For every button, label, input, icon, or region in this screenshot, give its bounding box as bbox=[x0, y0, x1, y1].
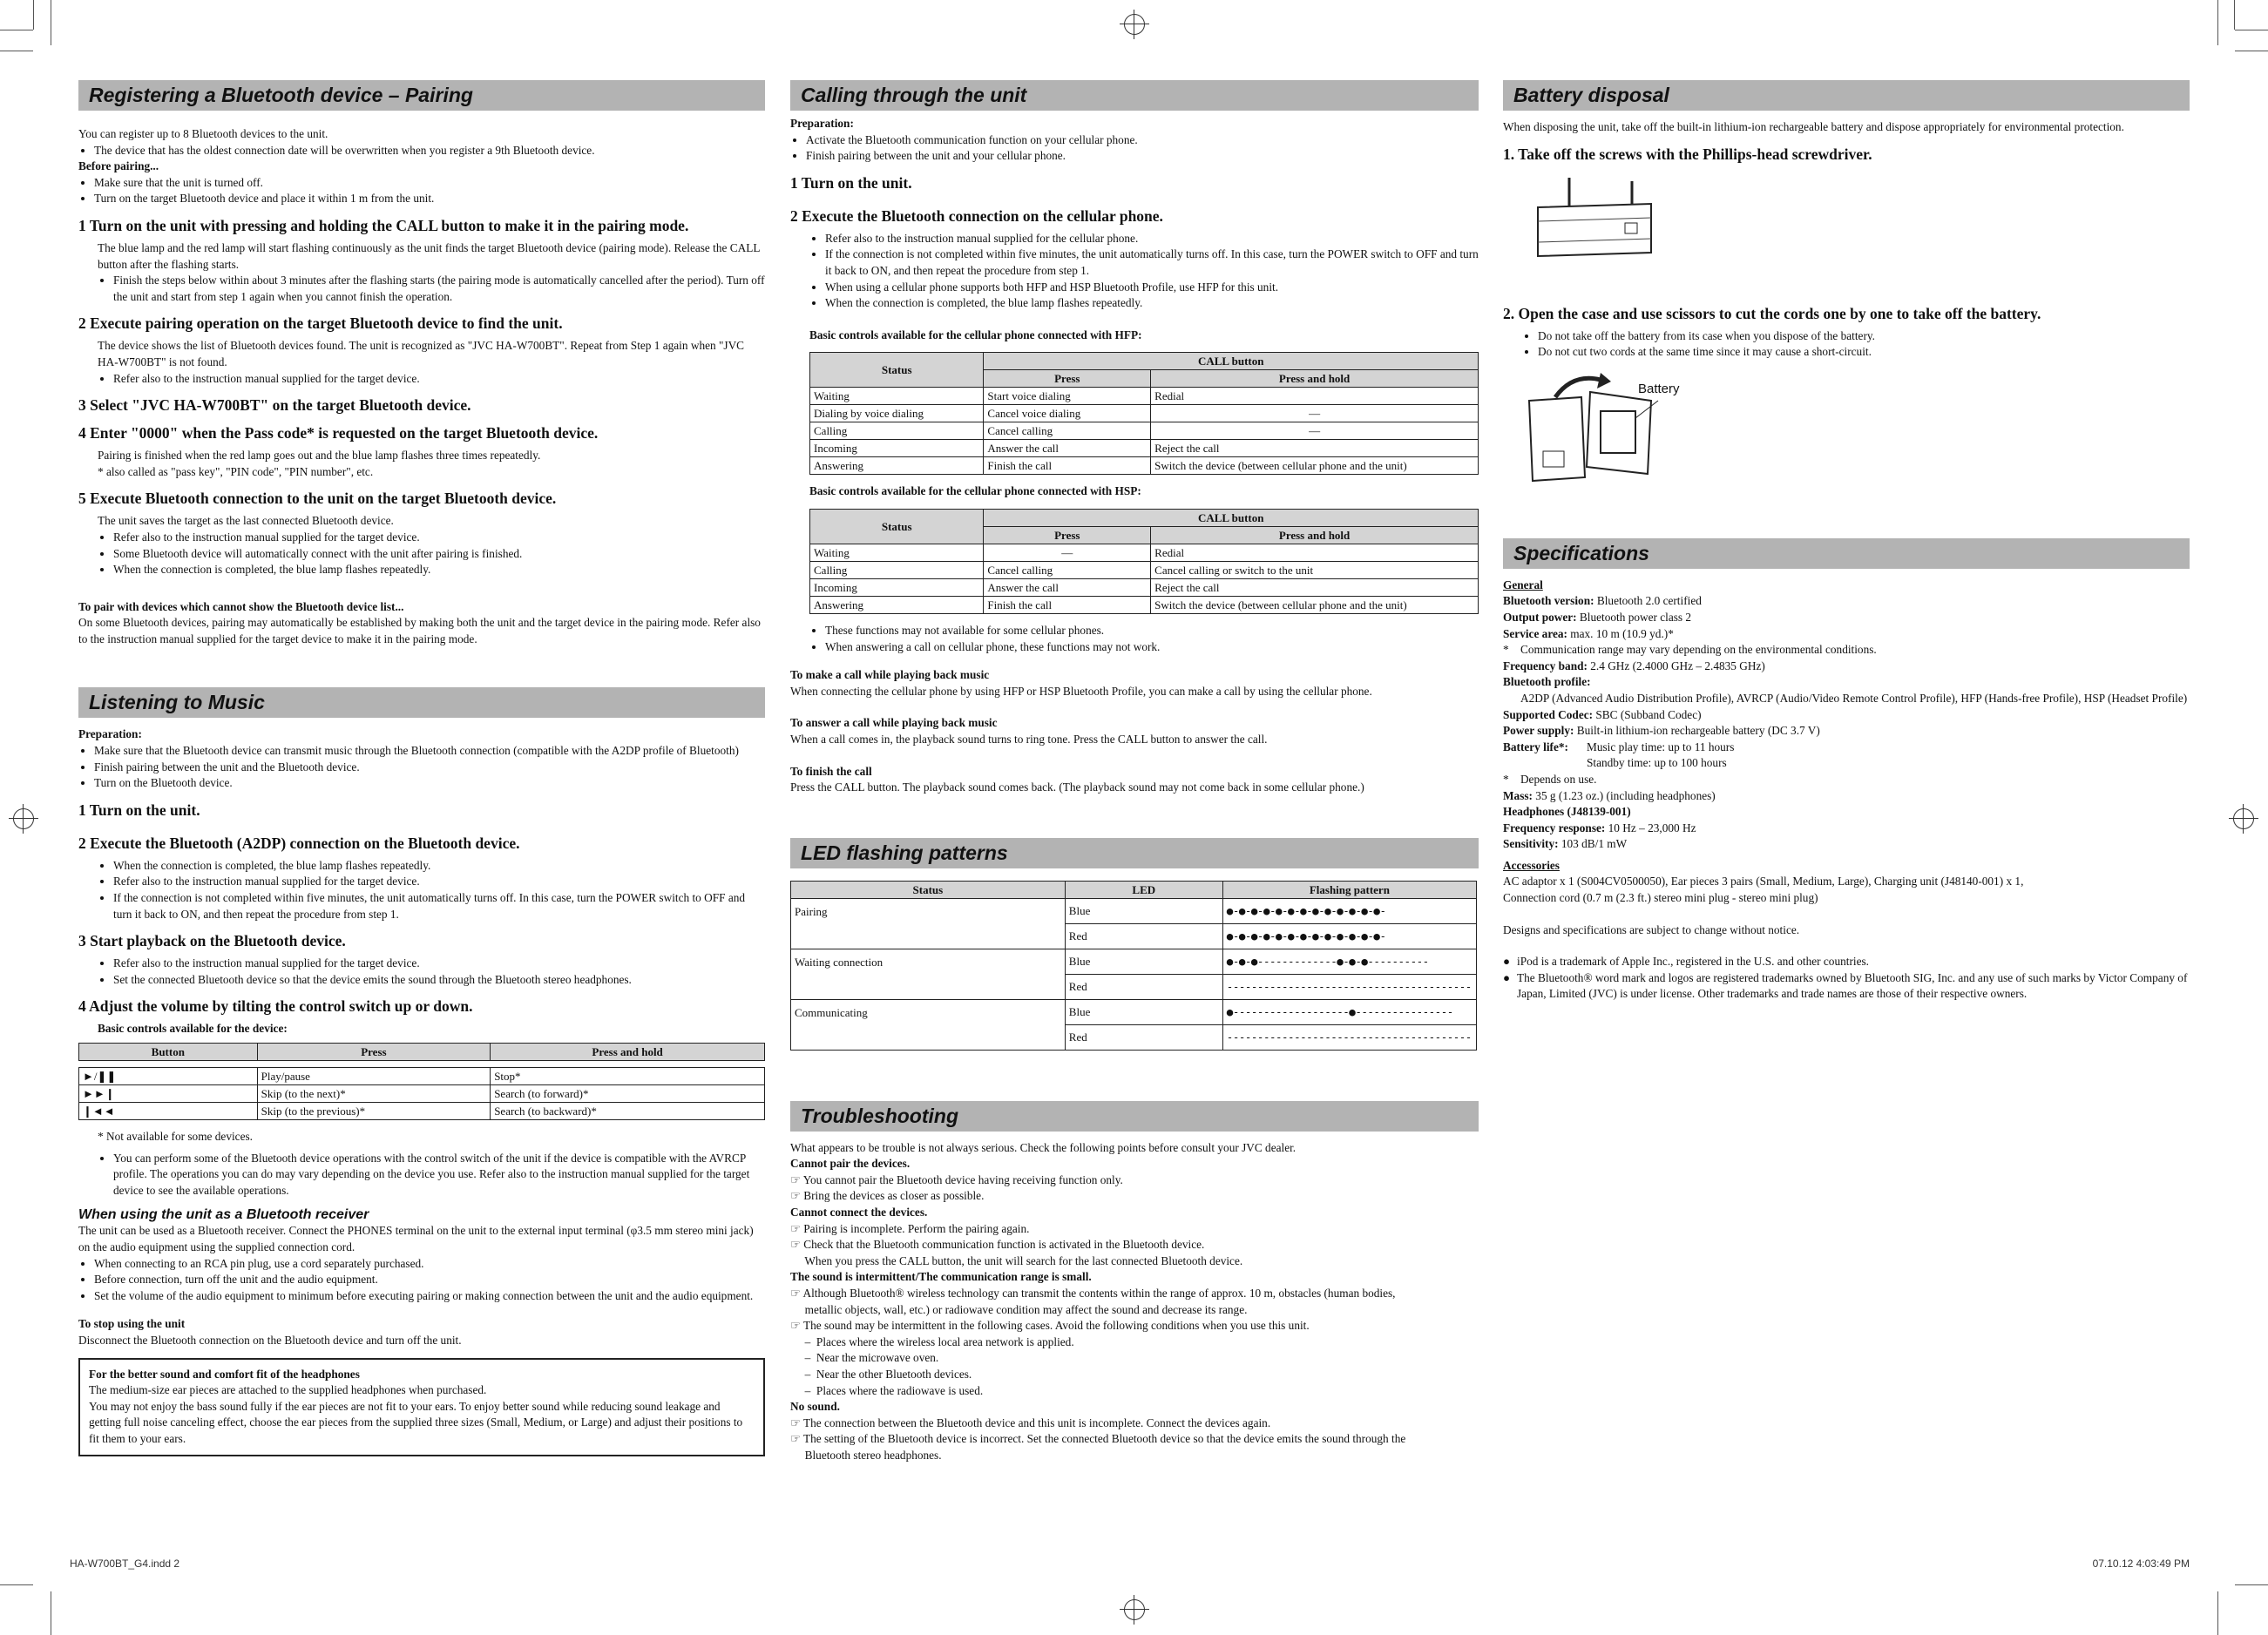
table-cell: Incoming bbox=[810, 578, 984, 596]
music-step-3: 3 Start playback on the Bluetooth device. bbox=[78, 932, 346, 950]
calling-step-2-bullet: • When using a cellular phone supports both HFP and HSP Bluetooth Profile, use HFP for this unit. bbox=[825, 280, 1479, 296]
battery-intro: When disposing the unit, take off the built-in lithium-ion rechargeable battery and dispose appropriately for environmental protection. bbox=[1503, 120, 2124, 133]
specs-general: General bbox=[1503, 578, 1543, 591]
spec-value-cont: Standby time: up to 100 hours bbox=[1587, 756, 1727, 770]
box-title: For the better sound and comfort fit of the headphones bbox=[89, 1367, 360, 1381]
battery-step-1: 1. Take off the screws with the Phillips-head screwdriver. bbox=[1503, 145, 1872, 163]
pairing-step-5-bullet: • Some Bluetooth device will automatically connect with the unit after pairing is finished. bbox=[113, 546, 765, 563]
table-cell: Finish the call bbox=[984, 457, 1151, 475]
table-cell: Cancel calling or switch to the unit bbox=[1151, 561, 1479, 578]
trouble-line: ☞ Pairing is incomplete. Perform the pairing again. bbox=[790, 1221, 1030, 1235]
footer-timestamp: 07.10.12 4:03:49 PM bbox=[2092, 1557, 2190, 1570]
headphone-fit-box bbox=[78, 1358, 765, 1456]
trouble-line: ☞ Although Bluetooth® wireless technology can transmit the contents within the range of approx. 10 m, obstacles (human bodies, bbox=[790, 1287, 1396, 1301]
trouble-heading: Cannot pair the devices. bbox=[790, 1157, 911, 1171]
table-cell: Search (to forward)* bbox=[491, 1085, 765, 1103]
cannot-show-text: On some Bluetooth devices, pairing may automatically be established by making both the unit and the target device in the pairing mode. Refer also to the instruction manual supplied for the target device to make it in the pairing mode. bbox=[78, 616, 761, 645]
table-cell: Dialing by voice dialing bbox=[810, 405, 984, 422]
finish-call-text: Press the CALL button. The playback sound comes back. (The playback sound may not come back in some cellular phone.) bbox=[790, 780, 1364, 794]
trouble-line: – Near the other Bluetooth devices. bbox=[790, 1368, 972, 1381]
table-cell: Cancel calling bbox=[984, 561, 1151, 578]
table-cell: Reject the call bbox=[1151, 578, 1479, 596]
hsp-controls-table bbox=[809, 509, 1479, 614]
table-row bbox=[810, 561, 1479, 578]
pairing-step-2: 2 Execute pairing operation on the target Bluetooth device to find the unit. bbox=[78, 314, 563, 333]
accessories-line: Connection cord (0.7 m (2.3 ft.) stereo mini plug - stereo mini plug) bbox=[1503, 891, 1818, 905]
spec-value: Bluetooth 2.0 certified bbox=[1594, 594, 1702, 608]
section-title-battery: Battery disposal bbox=[1503, 80, 2190, 111]
trouble-line: – Places where the radiowave is used. bbox=[790, 1383, 984, 1397]
spec-value: 35 g (1.23 oz.) (including headphones) bbox=[1532, 788, 1716, 802]
table-cell: Calling bbox=[810, 422, 984, 440]
calling-step-1: 1 Turn on the unit. bbox=[790, 173, 912, 192]
table-row bbox=[810, 578, 1479, 596]
before-pairing-bullet: • Make sure that the unit is turned off. bbox=[94, 175, 765, 192]
hfp-controls-table bbox=[809, 352, 1479, 475]
pairing-step-4: 4 Enter "0000" when the Pass code* is requested on the target Bluetooth device. bbox=[78, 424, 599, 443]
spec-line bbox=[1503, 836, 2190, 853]
pairing-step-4-note: * also called as "pass key", "PIN code", "PIN number", etc. bbox=[98, 464, 374, 478]
music-step-2: 2 Execute the Bluetooth (A2DP) connection on the Bluetooth device. bbox=[78, 834, 520, 852]
table-spacer bbox=[79, 1061, 765, 1068]
spec-value: Bluetooth power class 2 bbox=[1576, 610, 1692, 624]
flash-pattern: ●-------------------●---------------- bbox=[1222, 999, 1476, 1024]
accessories-label: Accessories bbox=[1503, 858, 1560, 872]
spec-line bbox=[1503, 821, 2190, 837]
spec-value: 2.4 GHz (2.4000 GHz – 2.4835 GHz) bbox=[1587, 659, 1765, 672]
music-table-header: Press and hold bbox=[491, 1044, 765, 1061]
battery-step-2: 2. Open the case and use scissors to cut the cords one by one to take off the battery. bbox=[1503, 304, 2041, 322]
trouble-line: ☞ Bring the devices as closer as possible. bbox=[790, 1189, 985, 1203]
led-status: Communicating bbox=[791, 999, 1066, 1050]
spec-value: Built-in lithium-ion rechargeable battery (DC 3.7 V) bbox=[1574, 724, 1820, 738]
table-cell: Cancel calling bbox=[984, 422, 1151, 440]
answer-call-text: When a call comes in, the playback sound turns to ring tone. Press the CALL button to answer the call. bbox=[790, 732, 1268, 746]
music-table-header: Press bbox=[257, 1044, 491, 1061]
battery-illustration-wrap bbox=[1503, 366, 2190, 488]
trouble-heading: Cannot connect the devices. bbox=[790, 1206, 928, 1219]
led-color: Blue bbox=[1065, 999, 1222, 1024]
box-line: You may not enjoy the bass sound fully if the ear pieces are not fit to your ears. To enjoy better sound while reducing sound leakage and getting full noise canceling effect, choose the ear pieces from the supplied three sizes (Small, Medium, or Large) and adjust their positions to fit them to your ears. bbox=[89, 1399, 743, 1445]
table-row bbox=[810, 596, 1479, 613]
spec-key: Service area: bbox=[1503, 626, 1567, 640]
spec-key: Bluetooth version: bbox=[1503, 594, 1594, 608]
table-cell: Skip (to the previous)* bbox=[257, 1103, 491, 1120]
table-cell: Skip (to the next)* bbox=[257, 1085, 491, 1103]
flash-pattern: ---------------------------------------- bbox=[1222, 1024, 1476, 1050]
table-cell: — bbox=[1151, 422, 1479, 440]
battery-label: Battery bbox=[1638, 381, 1680, 396]
spec-line bbox=[1503, 593, 2190, 610]
music-step-4: 4 Adjust the volume by tilting the control switch up or down. bbox=[78, 997, 473, 1016]
trouble-intro: What appears to be trouble is not always serious. Check the following points before consult your JVC dealer. bbox=[790, 1140, 1296, 1154]
pairing-step-2-text: The device shows the list of Bluetooth devices found. The unit is recognized as "JVC HA-W700BT". Repeat from Step 1 again when "JVC HA-W700BT" is not found. bbox=[98, 339, 745, 368]
table-cell: Redial bbox=[1151, 388, 1479, 405]
spec-key: Supported Codec: bbox=[1503, 707, 1594, 721]
avrcp-bullet: • You can perform some of the Bluetooth device operations with the control switch of the unit if the device is compatible with the AVRCP profile. The operations you can do may vary depending on the device you use. Refer also to the instruction manual supplied for the target device to see the available operations. bbox=[113, 1151, 765, 1199]
section-title-music: Listening to Music bbox=[78, 687, 765, 718]
bullet-icon: ● bbox=[1503, 970, 1511, 984]
pairing-step-1-text: The blue lamp and the red lamp will start flashing continuously as the unit finds the target Bluetooth device (pairing mode). Release the CALL button after the flashing starts. bbox=[98, 240, 760, 271]
receiver-text: The unit can be used as a Bluetooth receiver. Connect the PHONES terminal on the unit to the external input terminal (φ3.5 mm stereo mini jack) on the audio equipment using the supplied connection cord. bbox=[78, 1224, 754, 1253]
case-outline bbox=[1538, 204, 1651, 256]
profile-value: A2DP (Advanced Audio Distribution Profile), AVRCP (Audio/Video Remote Control Profile), HFP (Hands-free Profile), HSP (Headset Profile) bbox=[1520, 691, 2188, 705]
table-cell: ►/❚❚ bbox=[79, 1068, 258, 1085]
spec-line bbox=[1503, 626, 2190, 643]
trouble-line: Bluetooth stereo headphones. bbox=[790, 1448, 942, 1462]
music-step-2-bullet: • Refer also to the instruction manual supplied for the target device. bbox=[113, 874, 765, 890]
table-cell: — bbox=[1151, 405, 1479, 422]
calling-prep-bullet: • Activate the Bluetooth communication function on your cellular phone. bbox=[806, 132, 1479, 149]
music-step-2-bullet: • When the connection is completed, the blue lamp flashes repeatedly. bbox=[113, 858, 765, 875]
section-title-specs: Specifications bbox=[1503, 538, 2190, 569]
spec-key: Power supply: bbox=[1503, 724, 1574, 738]
table-row bbox=[79, 1068, 765, 1085]
registration-mark-bottom bbox=[1124, 1599, 1145, 1620]
table-cell: Calling bbox=[810, 561, 984, 578]
pairing-step-3: 3 Select "JVC HA-W700BT" on the target Bluetooth device. bbox=[78, 396, 471, 415]
make-call-text: When connecting the cellular phone by using HFP or HSP Bluetooth Profile, you can make a call by using the cellular phone. bbox=[790, 684, 1372, 698]
receiver-bullet: • When connecting to an RCA pin plug, use a cord separately purchased. bbox=[94, 1256, 765, 1273]
music-controls-table bbox=[78, 1043, 765, 1120]
spec-key: Battery life*: bbox=[1503, 740, 1568, 753]
table-cell: Start voice dialing bbox=[984, 388, 1151, 405]
trademark-text: iPod is a trademark of Apple Inc., registered in the U.S. and other countries. bbox=[1517, 955, 1869, 969]
trouble-line: metallic objects, wall, etc.) or radiowave condition may affect the sound and decrease its range. bbox=[790, 1302, 1248, 1316]
table-row bbox=[791, 999, 1477, 1024]
pairing-intro: You can register up to 8 Bluetooth devices to the unit. bbox=[78, 127, 328, 140]
table-cell: Incoming bbox=[810, 440, 984, 457]
table-cell: Answer the call bbox=[984, 440, 1151, 457]
music-prep-bullet: • Finish pairing between the unit and the Bluetooth device. bbox=[94, 760, 765, 776]
headphones-model: Headphones (J48139-001) bbox=[1503, 805, 1631, 819]
hfp-label: Basic controls available for the cellular phone connected with HFP: bbox=[809, 328, 1142, 341]
table-cell: Answering bbox=[810, 596, 984, 613]
table-row bbox=[79, 1103, 765, 1120]
table-row bbox=[79, 1085, 765, 1103]
life-note: * Depends on use. bbox=[1503, 772, 1597, 786]
music-table-header: Button bbox=[79, 1044, 258, 1061]
table-cell: Waiting bbox=[810, 544, 984, 561]
hsp-label: Basic controls available for the cellular phone connected with HSP: bbox=[809, 484, 1141, 498]
stop-label: To stop using the unit bbox=[78, 1317, 186, 1331]
table-cell: Play/pause bbox=[257, 1068, 491, 1085]
bullet-icon: ● bbox=[1503, 955, 1511, 969]
music-step-3-bullet: • Refer also to the instruction manual supplied for the target device. bbox=[113, 956, 765, 972]
led-color: Red bbox=[1065, 1024, 1222, 1050]
trouble-line: ☞ You cannot pair the Bluetooth device having receiving function only. bbox=[790, 1172, 1123, 1186]
section-title-troubleshooting: Troubleshooting bbox=[790, 1101, 1479, 1132]
footer-filename: HA-W700BT_G4.indd 2 bbox=[70, 1557, 180, 1570]
trademark-text: The Bluetooth® word mark and logos are registered trademarks owned by Bluetooth SIG, Inc. and any use of such marks by Victor Company of Japan, Limited (JVC) is under license. Other trademarks and trade names are those of their respective owners. bbox=[1517, 970, 2188, 1001]
trouble-line: – Near the microwave oven. bbox=[790, 1351, 939, 1365]
spec-value: max. 10 m (10.9 yd.)* bbox=[1567, 626, 1674, 640]
table-cell: ❙◄◄ bbox=[79, 1103, 258, 1120]
hsp-header-press: Press bbox=[984, 526, 1151, 544]
trouble-heading: The sound is intermittent/The communication range is small. bbox=[790, 1270, 1092, 1284]
pairing-step-5-bullet: • Refer also to the instruction manual supplied for the target device. bbox=[113, 530, 765, 546]
trademark-item bbox=[1503, 954, 2190, 970]
hfp-header-status: Status bbox=[810, 353, 984, 388]
pairing-step-2-bullet: • Refer also to the instruction manual supplied for the target device. bbox=[113, 371, 765, 388]
before-pairing-label: Before pairing... bbox=[78, 159, 159, 173]
spec-line bbox=[1503, 610, 2190, 626]
answer-call-label: To answer a call while playing back music bbox=[790, 716, 998, 730]
calling-step-2-bullet: • If the connection is not completed within five minutes, the unit automatically turns off. In this case, turn the POWER switch to OFF and turn it back to ON, and then repeat the procedure from step 1. bbox=[825, 247, 1479, 279]
service-note: * Communication range may vary depending on the environmental conditions. bbox=[1503, 643, 1877, 657]
table-cell: Finish the call bbox=[984, 596, 1151, 613]
table-cell: Answer the call bbox=[984, 578, 1151, 596]
table-cell: Switch the device (between cellular phone and the unit) bbox=[1151, 596, 1479, 613]
table-row bbox=[810, 544, 1479, 561]
hfp-header-call: CALL button bbox=[984, 353, 1479, 370]
pairing-step-1-bullet: • Finish the steps below within about 3 minutes after the flashing starts (the pairing mode is automatically cancelled after the period). Turn off the unit and start from step 1 again when you cannot finish the operation. bbox=[113, 273, 765, 305]
receiver-title: When using the unit as a Bluetooth receiver bbox=[78, 1207, 369, 1223]
table-cell: Redial bbox=[1151, 544, 1479, 561]
music-prep-bullet: • Make sure that the Bluetooth device can transmit music through the Bluetooth connection (compatible with the A2DP profile of Bluetooth) bbox=[94, 743, 765, 760]
led-header: Flashing pattern bbox=[1222, 881, 1476, 898]
change-notice: Designs and specifications are subject to change without notice. bbox=[1503, 922, 1800, 936]
spec-line bbox=[1503, 740, 2190, 756]
case-half bbox=[1529, 397, 1585, 481]
table-cell: — bbox=[984, 544, 1151, 561]
registration-mark-top bbox=[1124, 14, 1145, 35]
spec-line bbox=[1503, 723, 2190, 740]
registration-mark-left bbox=[13, 808, 34, 829]
led-status: Waiting connection bbox=[791, 949, 1066, 999]
trouble-line: ☞ The connection between the Bluetooth device and this unit is incomplete. Connect the devices again. bbox=[790, 1415, 1271, 1429]
led-header: Status bbox=[791, 881, 1066, 898]
table-cell: Stop* bbox=[491, 1068, 765, 1085]
registration-mark-right bbox=[2233, 808, 2254, 829]
table-row bbox=[791, 898, 1477, 923]
calling-step-2-bullet: • Refer also to the instruction manual supplied for the cellular phone. bbox=[825, 231, 1479, 247]
spec-key: Frequency response: bbox=[1503, 821, 1606, 834]
trouble-line: ☞ The setting of the Bluetooth device is incorrect. Set the connected Bluetooth device so that the device emits the sound through the bbox=[790, 1432, 1406, 1446]
hsp-header-call: CALL button bbox=[984, 509, 1479, 526]
spec-line bbox=[1503, 788, 2190, 805]
case-half-open bbox=[1587, 392, 1651, 474]
spec-key: Mass: bbox=[1503, 788, 1533, 802]
open-arrow-head bbox=[1597, 373, 1611, 388]
table-cell: Cancel voice dialing bbox=[984, 405, 1151, 422]
column-right bbox=[1503, 80, 2190, 1003]
finish-call-label: To finish the call bbox=[790, 764, 872, 778]
after-table-bullet: • When answering a call on cellular phone, these functions may not work. bbox=[825, 639, 1479, 656]
spec-value: Music play time: up to 11 hours bbox=[1587, 740, 1735, 753]
music-step-1: 1 Turn on the unit. bbox=[78, 801, 200, 819]
trouble-line: When you press the CALL button, the unit will search for the last connected Bluetooth device. bbox=[790, 1253, 1243, 1267]
table-cell: Waiting bbox=[810, 388, 984, 405]
accessories-line: AC adaptor x 1 (S004CV0500050), Ear pieces 3 pairs (Small, Medium, Large), Charging unit (J48140-001) x 1, bbox=[1503, 875, 2024, 888]
spec-key: Output power: bbox=[1503, 610, 1577, 624]
hsp-header-status: Status bbox=[810, 509, 984, 544]
flash-pattern: ●-●-●-●-●-●-●-●-●-●-●-●-●- bbox=[1222, 923, 1476, 949]
pairing-step-4-text: Pairing is finished when the red lamp goes out and the blue lamp flashes three times repeatedly. bbox=[98, 449, 541, 463]
table-cell: ►►❙ bbox=[79, 1085, 258, 1103]
led-color: Blue bbox=[1065, 898, 1222, 923]
screws-illustration bbox=[1520, 169, 1660, 274]
make-call-label: To make a call while playing back music bbox=[790, 668, 990, 682]
hfp-header-hold: Press and hold bbox=[1151, 370, 1479, 388]
section-title-led: LED flashing patterns bbox=[790, 838, 1479, 868]
before-pairing-bullet: • Turn on the target Bluetooth device and place it within 1 m from the unit. bbox=[94, 191, 765, 207]
music-step-3-bullet: • Set the connected Bluetooth device so that the device emits the sound through the Bluetooth stereo headphones. bbox=[113, 972, 765, 989]
pairing-intro-bullet: • The device that has the oldest connection date will be overwritten when you register a 9th Bluetooth device. bbox=[94, 143, 765, 159]
music-table-note: * Not available for some devices. bbox=[98, 1130, 253, 1143]
calling-prep-bullet: • Finish pairing between the unit and your cellular phone. bbox=[806, 148, 1479, 165]
hsp-header-hold: Press and hold bbox=[1151, 526, 1479, 544]
column-left bbox=[78, 80, 765, 1456]
led-status: Pairing bbox=[791, 898, 1066, 949]
calling-prep-label: Preparation: bbox=[790, 117, 854, 130]
music-prep-bullet: • Turn on the Bluetooth device. bbox=[94, 775, 765, 792]
table-row bbox=[810, 422, 1479, 440]
spec-line bbox=[1503, 707, 2190, 724]
led-color: Red bbox=[1065, 974, 1222, 999]
calling-step-2: 2 Execute the Bluetooth connection on the cellular phone. bbox=[790, 206, 1163, 225]
spec-value: SBC (Subband Codec) bbox=[1593, 707, 1702, 721]
table-row bbox=[810, 405, 1479, 422]
section-title-calling: Calling through the unit bbox=[790, 80, 1479, 111]
calling-step-2-bullet: • When the connection is completed, the blue lamp flashes repeatedly. bbox=[825, 295, 1479, 312]
flash-pattern: ●-●-●-------------●-●-●---------- bbox=[1222, 949, 1476, 974]
battery-step-2-bullet: • Do not take off the battery from its case when you dispose of the battery. bbox=[1538, 328, 2190, 345]
table-row bbox=[810, 440, 1479, 457]
profile-key: Bluetooth profile: bbox=[1503, 675, 1591, 689]
spec-key: Sensitivity: bbox=[1503, 837, 1559, 851]
table-cell: Answering bbox=[810, 457, 984, 475]
spec-value: 10 Hz – 23,000 Hz bbox=[1605, 821, 1696, 834]
pairing-step-5-bullet: • When the connection is completed, the blue lamp flashes repeatedly. bbox=[113, 562, 765, 578]
led-header: LED bbox=[1065, 881, 1222, 898]
table-row bbox=[791, 949, 1477, 974]
flash-pattern: ●-●-●-●-●-●-●-●-●-●-●-●-●- bbox=[1222, 898, 1476, 923]
trademark-item bbox=[1503, 970, 2190, 1003]
column-middle bbox=[790, 80, 1479, 1464]
trouble-line: ☞ The sound may be intermittent in the following cases. Avoid the following conditions when you use this unit. bbox=[790, 1319, 1310, 1333]
receiver-bullet: • Before connection, turn off the unit and the audio equipment. bbox=[94, 1272, 765, 1288]
spec-value: 103 dB/1 mW bbox=[1558, 837, 1628, 851]
after-table-bullet: • These functions may not available for some cellular phones. bbox=[825, 623, 1479, 639]
section-title-pairing: Registering a Bluetooth device – Pairing bbox=[78, 80, 765, 111]
led-color: Blue bbox=[1065, 949, 1222, 974]
trouble-heading: No sound. bbox=[790, 1400, 840, 1414]
battery-step-2-bullet: • Do not cut two cords at the same time since it may cause a short-circuit. bbox=[1538, 344, 2190, 361]
music-prep-label: Preparation: bbox=[78, 727, 142, 741]
table-cell: Reject the call bbox=[1151, 440, 1479, 457]
music-step-2-bullet: • If the connection is not completed within five minutes, the unit automatically turns off. In this case, turn the POWER switch to OFF and turn it back to ON, and then repeat the procedure from step 1. bbox=[113, 890, 765, 922]
led-pattern-table bbox=[790, 881, 1477, 1051]
trouble-line: ☞ Check that the Bluetooth communication function is activated in the Bluetooth device. bbox=[790, 1238, 1205, 1252]
spec-line bbox=[1503, 659, 2190, 675]
hfp-header-press: Press bbox=[984, 370, 1151, 388]
spec-key: Frequency band: bbox=[1503, 659, 1588, 672]
table-row bbox=[810, 388, 1479, 405]
flash-pattern: ---------------------------------------- bbox=[1222, 974, 1476, 999]
trouble-line: – Places where the wireless local area network is applied. bbox=[790, 1334, 1074, 1348]
table-row bbox=[810, 457, 1479, 475]
receiver-bullet: • Set the volume of the audio equipment to minimum before executing pairing or making connection between the unit and the audio equipment. bbox=[94, 1288, 765, 1305]
led-color: Red bbox=[1065, 923, 1222, 949]
stop-text: Disconnect the Bluetooth connection on the Bluetooth device and turn off the unit. bbox=[78, 1333, 462, 1347]
table-cell: Switch the device (between cellular phone and the unit) bbox=[1151, 457, 1479, 475]
music-table-label: Basic controls available for the device: bbox=[98, 1022, 288, 1036]
pairing-step-1: 1 Turn on the unit with pressing and holding the CALL button to make it in the pairing mode. bbox=[78, 216, 689, 234]
cannot-show-label: To pair with devices which cannot show the Bluetooth device list... bbox=[78, 599, 404, 613]
box-line: The medium-size ear pieces are attached to the supplied headphones when purchased. bbox=[89, 1383, 487, 1397]
pairing-step-5: 5 Execute Bluetooth connection to the unit on the target Bluetooth device. bbox=[78, 490, 557, 508]
table-cell: Search (to backward)* bbox=[491, 1103, 765, 1120]
pairing-step-5-text: The unit saves the target as the last connected Bluetooth device. bbox=[98, 514, 394, 528]
